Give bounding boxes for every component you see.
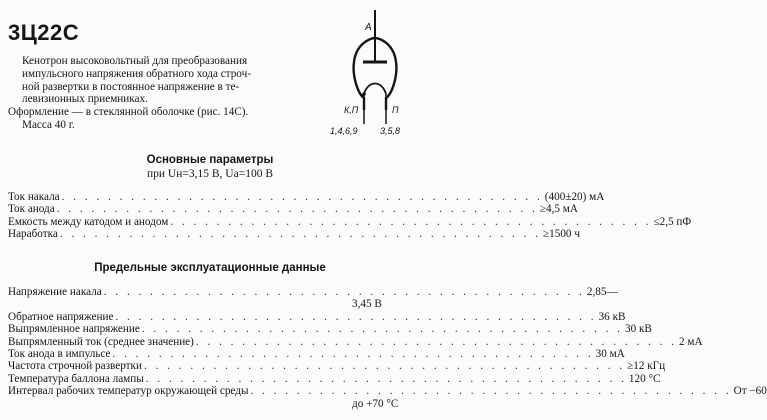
label-cathode-heater: К,П	[344, 105, 359, 115]
main-params-conditions: при Uн=3,15 В, Uа=100 В	[147, 168, 273, 180]
limit-row	[8, 323, 652, 336]
limit-value: ≥12 кГц	[627, 360, 666, 373]
leader-dots: . . . . . . . . . . . . . . . . . . . . . . . . . . . . . . . . . . . . . . . . . .	[170, 215, 652, 228]
param-row	[8, 215, 692, 228]
limit-value-continuation	[8, 398, 418, 410]
leader-dots: . . . . . . . . . . . . . . . . . . . . . . . . . . . . . . . . . . . . . . . . . .	[250, 385, 732, 398]
param-row	[8, 190, 605, 203]
leader-dots: . . . . . . . . . . . . . . . . . . . . . . . . . . . . . . . . . . . . . . . . . .	[141, 323, 623, 336]
param-label: Ток анода	[8, 203, 55, 216]
pins-right: 3,5,8	[380, 126, 401, 136]
param-value: ≥4,5 мА	[539, 203, 578, 216]
limit-value-cont: до +70 °С	[352, 397, 399, 410]
leader-dots: . . . . . . . . . . . . . . . . . . . . . . . . . . . . . . . . . . . . . . . . . .	[59, 228, 542, 241]
description-line: Кенотрон высоковольтный для преобразования	[22, 55, 248, 67]
param-label: Емкость между катодом и анодом	[8, 215, 169, 228]
limit-row	[8, 285, 618, 298]
limit-label: Выпрямленный ток (среднее значение)	[8, 335, 194, 348]
main-params-title: Основные параметры	[146, 154, 274, 166]
limit-value-continuation	[8, 298, 418, 310]
limit-row	[8, 360, 666, 373]
limit-label: Частота строчной развертки	[8, 360, 142, 373]
description-block	[8, 55, 334, 132]
limit-value: 30 мА	[595, 347, 625, 360]
param-label: Наработка	[8, 228, 58, 241]
limit-label: Обратное напряжение	[8, 310, 114, 323]
limit-value: 30 кВ	[624, 323, 652, 336]
label-heater: П	[392, 105, 399, 115]
leader-dots: . . . . . . . . . . . . . . . . . . . . . . . . . . . . . . . . . . . . . . . . . .	[115, 310, 597, 323]
limit-params-table	[8, 285, 767, 410]
leader-dots: . . . . . . . . . . . . . . . . . . . . . . . . . . . . . . . . . . . . . . . . . .	[143, 360, 626, 373]
description-line: левизионных приемниках.	[22, 93, 148, 106]
limit-value: 2 мА	[679, 335, 703, 348]
limit-params-title: Предельные эксплуатационные данные	[94, 262, 326, 274]
limit-label: Выпрямленное напряжение	[8, 323, 140, 336]
leader-dots: . . . . . . . . . . . . . . . . . . . . . . . . . . . . . . . . . . . . . . . . . .	[103, 285, 585, 298]
param-label: Ток накала	[8, 190, 60, 203]
param-row	[8, 203, 578, 216]
description-line: ной развертки в постоянное напряжение в те-	[22, 80, 240, 93]
param-value: ≤2,5 пФ	[653, 215, 692, 228]
main-params-table	[8, 190, 692, 241]
limit-label: Ток анода в импульсе	[8, 347, 111, 360]
param-row	[8, 228, 580, 241]
limit-label: Напряжение накала	[8, 285, 102, 298]
leader-dots: . . . . . . . . . . . . . . . . . . . . . . . . . . . . . . . . . . . . . . . . . .	[195, 335, 678, 348]
limit-row	[8, 310, 626, 323]
pins-left: 1,4,6,9	[330, 126, 358, 136]
limit-row	[8, 335, 703, 348]
limit-row	[8, 372, 661, 385]
tube-type-title: 3Ц22С	[8, 20, 80, 45]
design-line: Оформление — в стеклянной оболочке (рис. 14С).	[8, 106, 249, 119]
limit-row	[8, 347, 625, 360]
description-line: импульсного напряжения обратного хода строч-	[22, 67, 251, 80]
param-value: (400±20) мА	[544, 190, 605, 203]
leader-dots: . . . . . . . . . . . . . . . . . . . . . . . . . . . . . . . . . . . . . . . . . .	[56, 203, 538, 216]
param-value: ≥1500 ч	[543, 228, 580, 241]
filament	[364, 84, 386, 95]
tube-diagram	[330, 0, 420, 145]
limit-label: Интервал рабочих температур окружающей среды	[8, 385, 249, 398]
leader-dots: . . . . . . . . . . . . . . . . . . . . . . . . . . . . . . . . . . . . . . . . . .	[145, 372, 627, 385]
limit-value: 36 кВ	[598, 310, 626, 323]
cathode-dot	[362, 92, 366, 96]
limit-value: 2,85—	[586, 285, 618, 298]
limit-value: От −60	[733, 385, 767, 398]
limit-value-cont: 3,45 В	[352, 298, 382, 311]
mass-line: Масса 40 г.	[22, 118, 75, 131]
leader-dots: . . . . . . . . . . . . . . . . . . . . . . . . . . . . . . . . . . . . . . . . . .	[112, 347, 594, 360]
limit-label: Температура баллона лампы	[8, 372, 144, 385]
leader-dots: . . . . . . . . . . . . . . . . . . . . . . . . . . . . . . . . . . . . . . . . . .	[61, 190, 543, 203]
label-anode: А	[365, 22, 372, 33]
limit-value: 120 °С	[628, 372, 661, 385]
limit-row	[8, 385, 767, 398]
